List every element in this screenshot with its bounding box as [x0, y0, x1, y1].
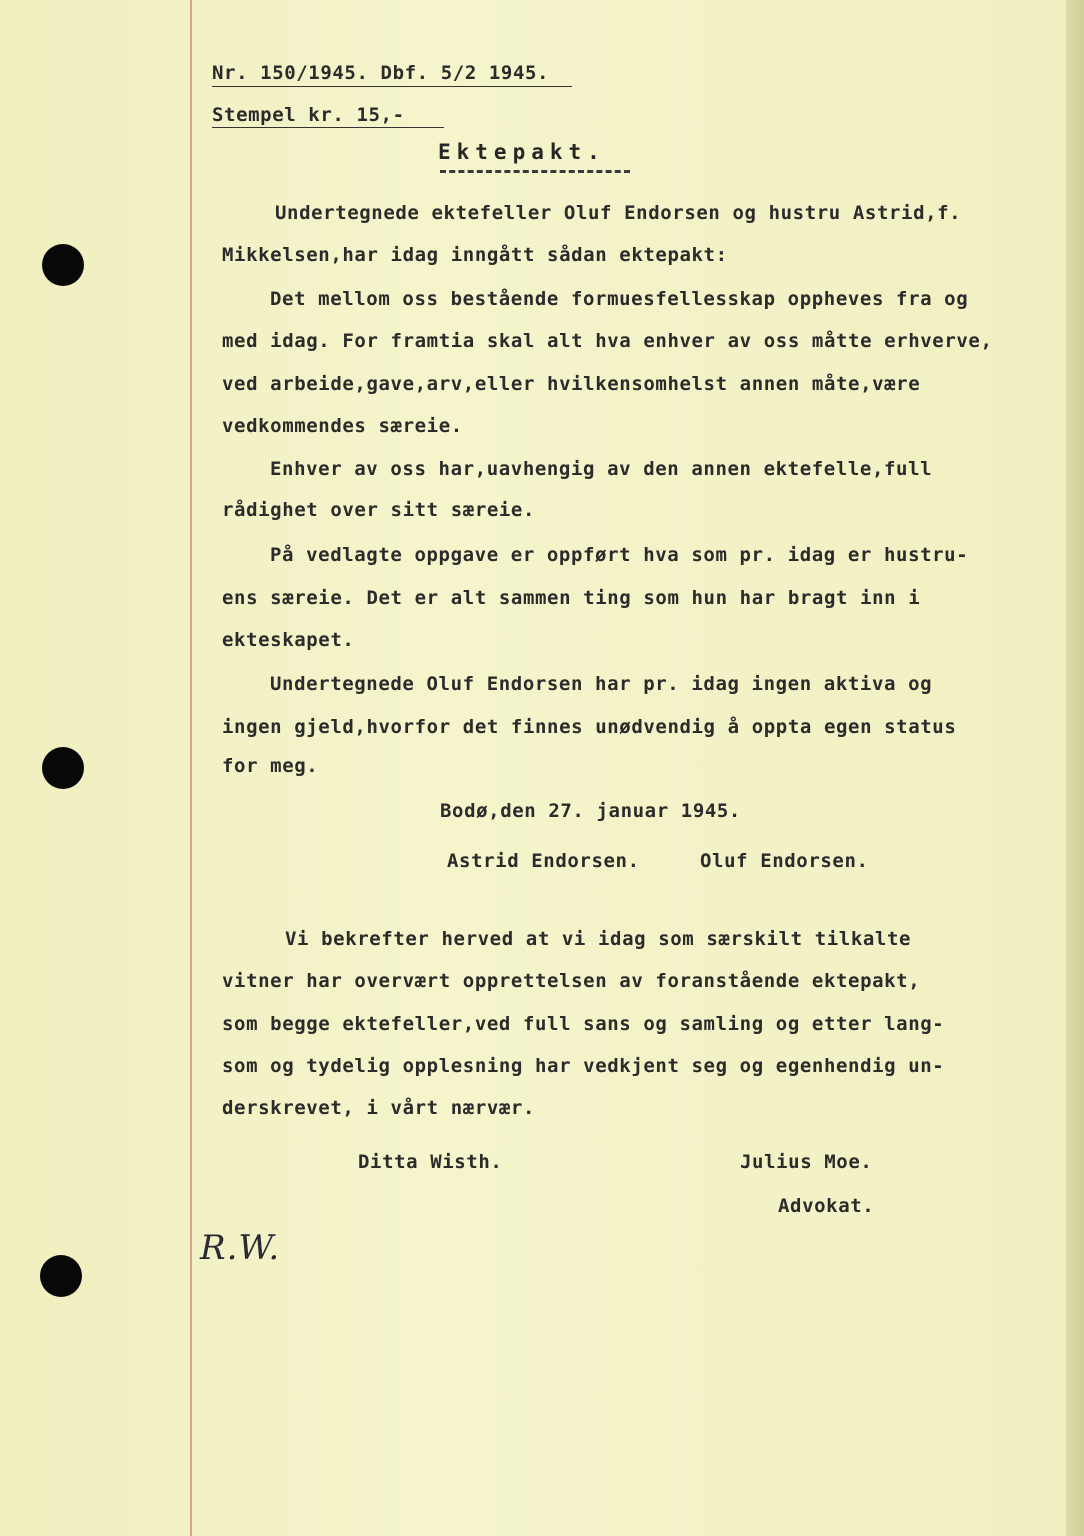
- document-title: Ektepakt.: [438, 140, 606, 164]
- witness-title: Advokat.: [778, 1195, 875, 1217]
- page-edge: [1066, 0, 1084, 1536]
- body-line: Undertegnede ektefeller Oluf Endorsen og hustru Astrid,f.: [275, 202, 962, 224]
- punch-hole-bottom: [40, 1255, 82, 1297]
- punch-hole-middle: [42, 747, 84, 789]
- margin-rule: [190, 0, 192, 1536]
- body-line: vedkommendes særeie.: [222, 415, 463, 437]
- witness-line: som begge ektefeller,ved full sans og samling og etter lang-: [222, 1013, 945, 1035]
- witness-julius: Julius Moe.: [740, 1151, 873, 1173]
- body-line: Undertegnede Oluf Endorsen har pr. idag ingen aktiva og: [270, 673, 933, 695]
- handwritten-initials: R.W.: [200, 1228, 281, 1268]
- body-line: ingen gjeld,hvorfor det finnes unødvendig å oppta egen status: [222, 716, 957, 738]
- witness-ditta: Ditta Wisth.: [358, 1151, 503, 1173]
- punch-hole-top: [42, 244, 84, 286]
- witness-line: som og tydelig opplesning har vedkjent seg og egenhendig un-: [222, 1055, 945, 1077]
- registry-underline: [212, 86, 572, 87]
- body-line: for meg.: [222, 755, 319, 777]
- stamp-underline: [212, 127, 444, 128]
- witness-line: vitner har overvært opprettelsen av foranstående ektepakt,: [222, 970, 921, 992]
- body-line: Det mellom oss bestående formuesfellesskap oppheves fra og: [270, 288, 969, 310]
- body-line: ens særeie. Det er alt sammen ting som hun har bragt inn i: [222, 587, 921, 609]
- body-line: På vedlagte oppgave er oppført hva som pr. idag er hustru-: [270, 544, 969, 566]
- body-line: ved arbeide,gave,arv,eller hvilkensomhelst annen måte,være: [222, 373, 921, 395]
- body-line: med idag. For framtia skal alt hva enhver av oss måtte erhverve,: [222, 330, 993, 352]
- body-line: rådighet over sitt særeie.: [222, 499, 536, 521]
- signature-astrid: Astrid Endorsen.: [447, 850, 640, 872]
- title-underline: [440, 170, 630, 173]
- body-line: Mikkelsen,har idag inngått sådan ektepakt:: [222, 244, 728, 266]
- body-line: Enhver av oss har,uavhengig av den annen ektefelle,full: [270, 458, 933, 480]
- witness-line: derskrevet, i vårt nærvær.: [222, 1097, 536, 1119]
- signature-oluf: Oluf Endorsen.: [700, 850, 869, 872]
- registry-number: Nr. 150/1945. Dbf. 5/2 1945.: [212, 62, 550, 84]
- witness-line: Vi bekrefter herved at vi idag som særskilt tilkalte: [285, 928, 912, 950]
- stamp-fee: Stempel kr. 15,-: [212, 104, 405, 126]
- place-date: Bodø,den 27. januar 1945.: [440, 800, 741, 822]
- body-line: ekteskapet.: [222, 629, 355, 651]
